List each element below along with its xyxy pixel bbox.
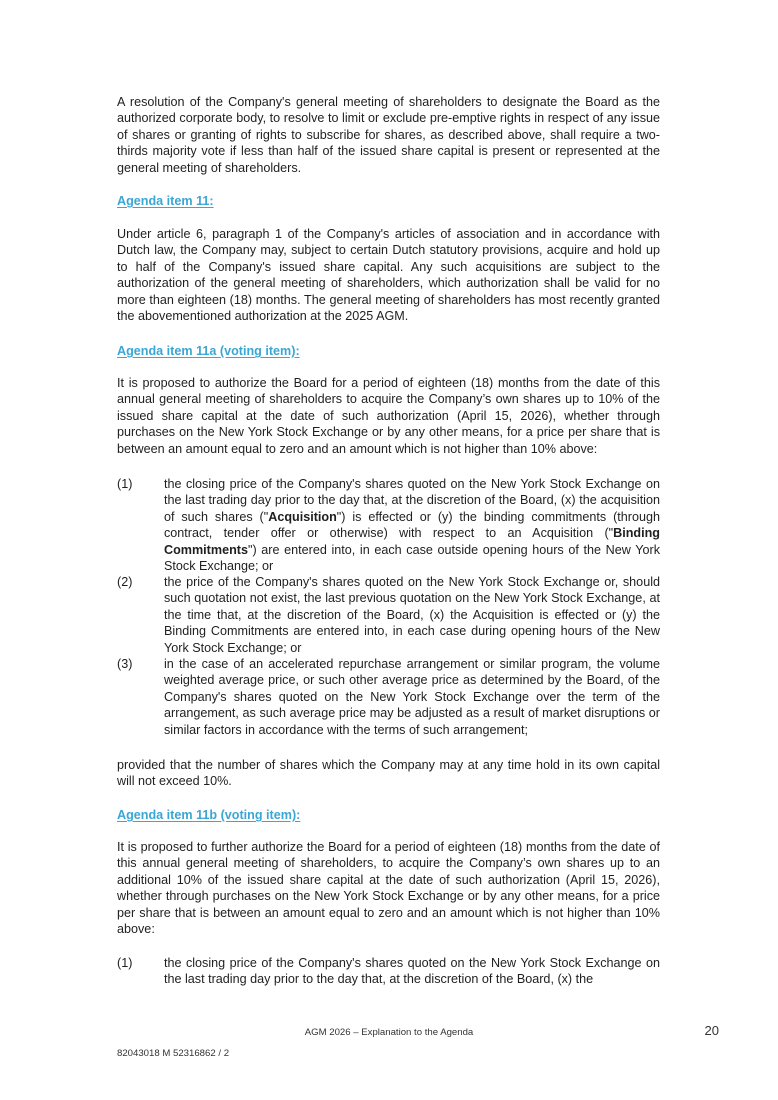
list-number: (1) [117, 477, 133, 491]
list-text: the closing price of the Company's shares quoted on the New York Stock Exchange on the last trading day prior to the day that, at the discretion of the Board, (x) the [164, 956, 660, 987]
list-text: the price of the Company's shares quoted on the New York Stock Exchange or, should such quotation not exist, the last previous quotation on the New York Stock Exchange, at the time that, at the discretion of the Board, (x) the Acquisition is effected or (y) the Binding Commitments are entered into, in each case during opening hours of the New York Stock Exchange; or [164, 575, 660, 655]
paragraph-proviso: provided that the number of shares which the Company may at any time hold in its own capital will not exceed 10%. [117, 758, 660, 789]
list-text: in the case of an accelerated repurchase arrangement or similar program, the volume weighted average price, or such other average price as determined by the Board, of the Company's shares quoted on the New York Stock Exchange over the term of the arrangement, as such average price may be adjusted as a result of market disruptions or similar factors in accordance with the terms of such arrangement; [164, 657, 660, 737]
list-number: (1) [117, 956, 133, 970]
page-number: 20 [704, 1023, 719, 1038]
paragraph-preemptive-rights: A resolution of the Company's general meeting of shareholders to designate the Board as the authorized corporate body, to resolve to limit or exclude pre-emptive rights in respect of any issue of shares or granting of rights to subscribe for shares, as described above, shall require a two-thirds majority vote if less than half of the issued share capital is present or represented at the general meeting of shareholders. [117, 95, 660, 175]
defined-term-binding-commitments: Binding Commitments [164, 526, 660, 557]
defined-term-acquisition: Acquisition [268, 509, 337, 524]
document-reference: 82043018 M 52316862 / 2 [117, 1048, 230, 1059]
paragraph-acquisition-authority: Under article 6, paragraph 1 of the Company's articles of association and in accordance with Dutch law, the Company may, subject to certain Dutch statutory provisions, acquire and hold up to half of the Company's issued share capital. Any such acquisitions are subject to the authorization of the general meeting of shareholders, which authorization shall be valid for no more than eighteen (18) months. The general meeting of shareholders has most recently granted the abovementioned authorization at the 2025 AGM. [117, 227, 660, 324]
list-number: (3) [117, 657, 133, 671]
list-number: (2) [117, 575, 133, 589]
heading-agenda-item-11: Agenda item 11: [117, 194, 214, 208]
footer-title: AGM 2026 – Explanation to the Agenda [304, 1027, 474, 1038]
list-text: the closing price of the Company's shares quoted on the New York Stock Exchange on the last trading day prior to the day that, at the discretion of the Board, (x) the acquisition of such shares ("Acquisition") is effected or (y) the binding commitments (through contract, tender offer or otherwise) with respect to an Acquisition ("Binding Commitments") are entered into, in each case outside opening hours of the New York Stock Exchange; or [164, 477, 660, 574]
heading-agenda-item-11b: Agenda item 11b (voting item): [117, 808, 301, 822]
paragraph-proposal-11b: It is proposed to further authorize the Board for a period of eighteen (18) months from the date of this annual general meeting of shareholders, to acquire the Company’s own shares up to an additional 10% of the issued share capital at the date of such authorization (April 15, 2026), whether through purchases on the New York Stock Exchange or by any other means, for a price per share that is between an amount equal to zero and an amount which is not higher than 10% above: [117, 840, 660, 937]
heading-agenda-item-11a: Agenda item 11a (voting item): [117, 344, 300, 358]
paragraph-proposal-11a: It is proposed to authorize the Board for a period of eighteen (18) months from the date of this annual general meeting of shareholders to acquire the Company’s own shares up to 10% of the issued share capital at the date of such authorization (April 15, 2026), whether through purchases on the New York Stock Exchange or by any other means, for a price per share that is between an amount equal to zero and an amount which is not higher than 10% above: [117, 376, 660, 456]
